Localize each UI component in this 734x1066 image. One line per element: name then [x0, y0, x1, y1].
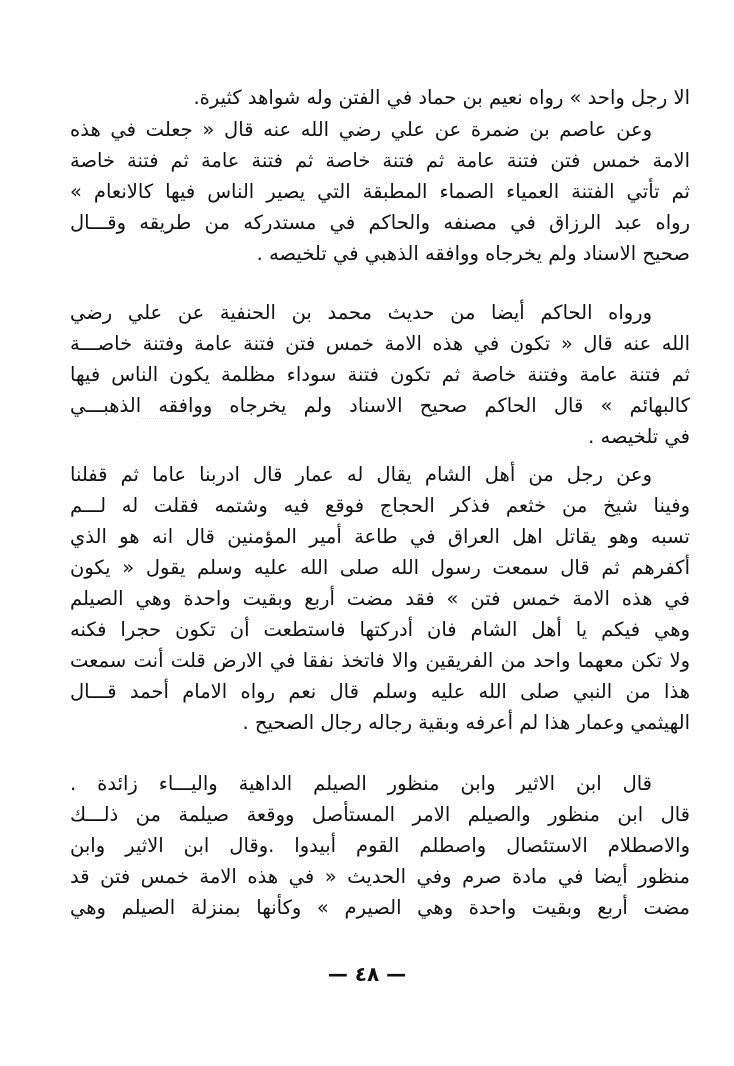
text-line: والاصطلام الاستئصال واصطلم القوم أبيدوا .وقال ابن الاثير وابن: [70, 834, 690, 857]
faint-bleed-through: [140, 418, 260, 429]
text-line: وهي فيكم يا أهل الشام فان أدركتها فاستطعت أن تكون حجرا فكنه: [70, 618, 690, 641]
text-line: تسبه وهو يقاتل اهل العراق في طاعة أمير المؤمنين قال انه هو الذي: [70, 525, 690, 548]
text-line: قال ابن منظور والصيلم الامر المستأصل ووقعة صيلمة من ذلـــك: [70, 803, 690, 826]
text-line: وعن رجل من أهل الشام يقال له عمار قال ادربنا عاما ثم قفلنا: [70, 463, 652, 486]
text-line: في تلخيصه .: [588, 425, 690, 448]
text-line: رواه عبد الرزاق في مصنفه والحاكم في مستدركه من طريقه وقـــال: [70, 211, 690, 234]
text-line: وفينا شيخ من خثعم فذكر الحجاج فوقع فيه وشتمه فقلت له لـــم: [70, 494, 690, 517]
text-line: صحيح الاسناد ولم يخرجاه ووافقه الذهبي في تلخيصه .: [256, 242, 690, 265]
text-line: الهيثمي وعمار هذا لم أعرفه وبقية رجاله رجال الصحيح .: [242, 711, 690, 734]
paragraph-5: [70, 768, 690, 923]
paragraph-4: [70, 459, 690, 738]
text-line: الامة خمس فتن فتنة عامة ثم فتنة خاصة ثم فتنة عامة ثم فتنة خاصة: [70, 149, 690, 172]
text-line: في هذه الامة خمس فتن » فقد مضت أربع وبقيت واحدة وهي الصيلم: [70, 587, 690, 610]
text-line: قال ابن الاثير وابن منظور الصيلم الداهية واليـــاء زائدة .: [70, 772, 652, 795]
text-line: مضت أربع وبقيت واحدة وهي الصيرم » وكأنها بمنزلة الصيلم وهي: [70, 896, 690, 919]
text-line: ورواه الحاكم أيضا من حديث محمد بن الحنفية عن علي رضي: [70, 301, 652, 324]
text-line: ثم فتنة عامة وفتنة خاصة ثم تكون فتنة سوداء مظلمة يكون الناس فيها: [70, 363, 690, 386]
text-line: أكفرهم ثم قال سمعت رسول الله صلى الله عليه وسلم يقول « يكون: [70, 556, 690, 579]
text-line: منظور أيضا في مادة صرم وفي الحديث « في هذه الامة خمس فتن قد: [70, 865, 690, 888]
text-line: وعن عاصم بن ضمرة عن علي رضي الله عنه قال « جعلت في هذه: [70, 118, 652, 141]
text-line: الا رجل واحد » رواه نعيم بن حماد في الفتن وله شواهد كثيرة.: [193, 86, 690, 109]
page-number: — ٤٨ —: [327, 962, 407, 986]
paragraph-2: [70, 114, 690, 269]
text-line: كالبهائم » قال الحاكم صحيح الاسناد ولم يخرجاه ووافقه الذهبـــي: [70, 394, 690, 417]
text-line: ولا تكن معهما واحد من الفريقين والا فاتخذ نفقا في الارض قلت أنت سمعت: [70, 649, 690, 672]
text-line: هذا من النبي صلى الله عليه وسلم قال نعم رواه الامام أحمد قـــال: [70, 680, 690, 703]
paragraph-1: [70, 82, 690, 113]
text-line: الله عنه قال « تكون في هذه الامة خمس فتن فتنة عامة وفتنة خاصـــة: [70, 332, 690, 355]
text-line: ثم تأتي الفتنة العمياء الصماء المطبقة التي يصير الناس فيها كالانعام »: [70, 180, 690, 203]
